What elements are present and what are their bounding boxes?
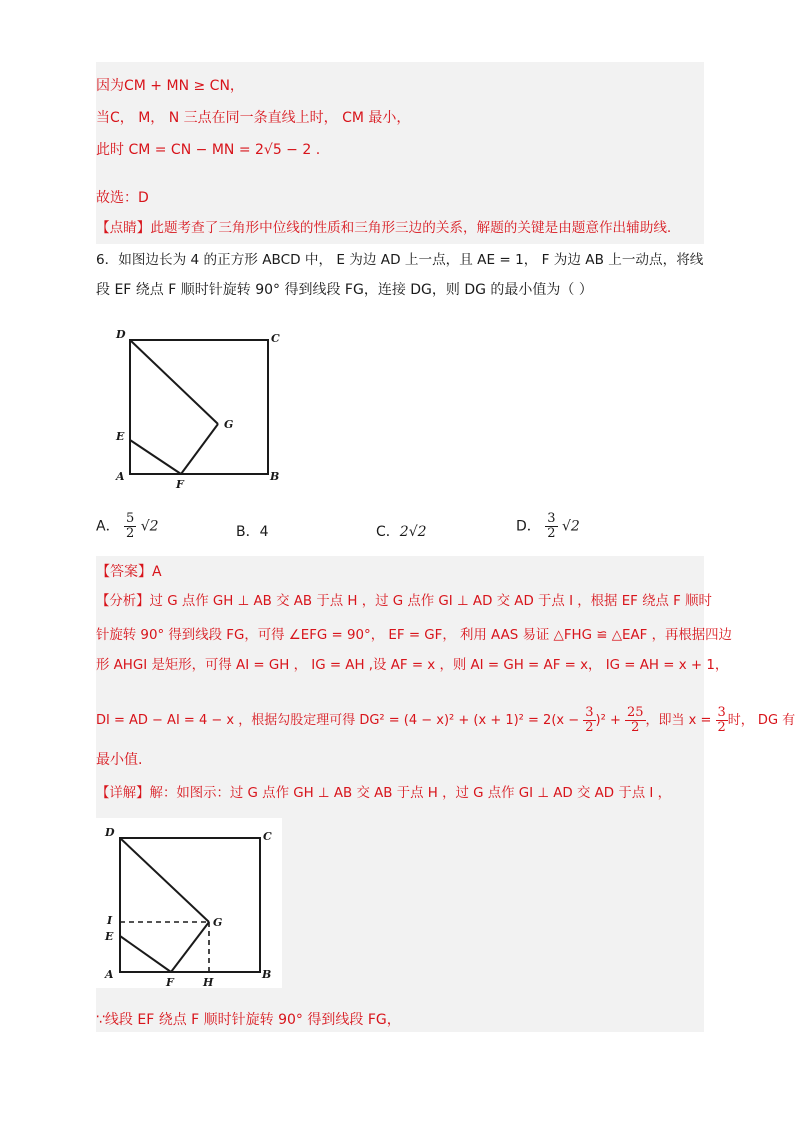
analysis-line-4-part-a: DI = AD − AI = 4 − x ，根据勾股定理可得 DG² = (4 − x)² + (x + 1)² = 2(x −: [96, 713, 584, 728]
solution-line-3: 此时 CM = CN − MN = 2√5 − 2 .: [96, 142, 321, 158]
label-g: G: [224, 418, 234, 431]
option-a-radical: √2: [140, 518, 159, 535]
option-b-value: 4: [259, 524, 269, 540]
fraction-3-2-b-den: 2: [717, 720, 726, 735]
option-a: [96, 512, 159, 541]
label2-f: F: [166, 976, 174, 989]
analysis-line-4: [96, 706, 795, 735]
fraction-3-2-a: [583, 706, 595, 735]
segment-dg-2: [120, 838, 209, 922]
analysis-line-2: 针旋转 90° 得到线段 FG，可得 ∠EFG = 90°， EF = GF， 利用 AAS 易证 △FHG ≌ △EAF ，再根据四边: [96, 628, 732, 643]
analysis-line-4-part-d: 时， DG 有: [727, 713, 796, 728]
fraction-3-2-a-num: 3: [585, 705, 594, 720]
segment-fg-2: [171, 922, 209, 972]
option-b: [236, 522, 269, 542]
label2-i: I: [107, 914, 113, 927]
label2-h: H: [203, 976, 214, 989]
question-line-2: 段 EF 绕点 F 顺时针旋转 90° 得到线段 FG，连接 DG，则 DG 的最小值为（ ）: [96, 282, 593, 298]
option-b-label: B．: [236, 524, 260, 540]
segment-dg: [130, 340, 218, 424]
segment-ef-2: [120, 936, 171, 972]
fraction-3-2-b-num: 3: [717, 705, 726, 720]
label-f: F: [176, 478, 184, 490]
fraction-25-2: [625, 706, 646, 735]
option-a-fraction: [124, 512, 136, 541]
label2-c: C: [263, 830, 272, 843]
analysis-line-4-part-c: ，即当 x =: [645, 713, 716, 728]
analysis-line-1: 【分析】过 G 点作 GH ⊥ AB 交 AB 于点 H ，过 G 点作 GI ⊥ AD 交 AD 于点 I ，根据 EF 绕点 F 顺时: [96, 594, 712, 609]
option-d-radical: √2: [561, 518, 580, 535]
fraction-25-2-den: 2: [631, 720, 640, 735]
label2-d: D: [105, 826, 115, 839]
answer-line: 【答案】A: [96, 564, 162, 580]
label2-a: A: [105, 968, 114, 981]
option-d: [516, 512, 580, 541]
fraction-3-2-b: [716, 706, 728, 735]
key-point-line: 【点睛】此题考查了三角形中位线的性质和三角形三边的关系，解题的关键是由题意作出辅助线.: [96, 220, 672, 236]
option-c-label: C．: [376, 524, 400, 540]
label-a: A: [116, 470, 125, 483]
label2-b: B: [262, 968, 272, 981]
label2-e: E: [105, 930, 114, 943]
solution-line-2: 当C， M， N 三点在同一条直线上时， CM 最小，: [96, 110, 411, 126]
fraction-3-2-a-den: 2: [585, 720, 594, 735]
detail-line: 【详解】解：如图示：过 G 点作 GH ⊥ AB 交 AB 于点 H ，过 G 点作 GI ⊥ AD 交 AD 于点 I ，: [96, 786, 672, 801]
solution-line-1: 因为CM + MN ≥ CN，: [96, 78, 244, 94]
option-a-label: A．: [96, 518, 120, 535]
fraction-25-2-num: 25: [626, 705, 644, 720]
label2-g: G: [213, 916, 223, 929]
figure-square-1: [110, 322, 290, 490]
question-line-1: 6．如图边长为 4 的正方形 ABCD 中， E 为边 AD 上一点，且 AE = 1， F 为边 AB 上一动点，将线: [96, 252, 704, 268]
option-a-num: 5: [126, 511, 135, 526]
analysis-line-5: 最小值.: [96, 752, 143, 768]
option-d-label: D．: [516, 518, 541, 535]
label-e: E: [116, 430, 125, 443]
figure-square-2: [96, 818, 282, 990]
label-c: C: [271, 332, 280, 345]
analysis-line-3: 形 AHGI 是矩形，可得 AI = GH ， IG = AH ,设 AF = x ，则 AI = GH = AF = x， IG = AH = x + 1，: [96, 658, 729, 673]
solution-line-4: 故选：D: [96, 190, 149, 206]
option-d-num: 3: [547, 511, 556, 526]
option-a-den: 2: [126, 526, 135, 541]
segment-ef: [130, 440, 181, 474]
analysis-line-4-part-b: )² +: [595, 713, 625, 728]
option-d-den: 2: [547, 526, 556, 541]
final-line: ∵线段 EF 绕点 F 顺时针旋转 90° 得到线段 FG，: [96, 1012, 401, 1028]
label-d: D: [116, 328, 126, 341]
option-d-fraction: [545, 512, 557, 541]
segment-fg: [181, 424, 218, 474]
option-c-value: 2√2: [399, 524, 427, 540]
option-c: [376, 522, 427, 542]
label-b: B: [270, 470, 280, 483]
